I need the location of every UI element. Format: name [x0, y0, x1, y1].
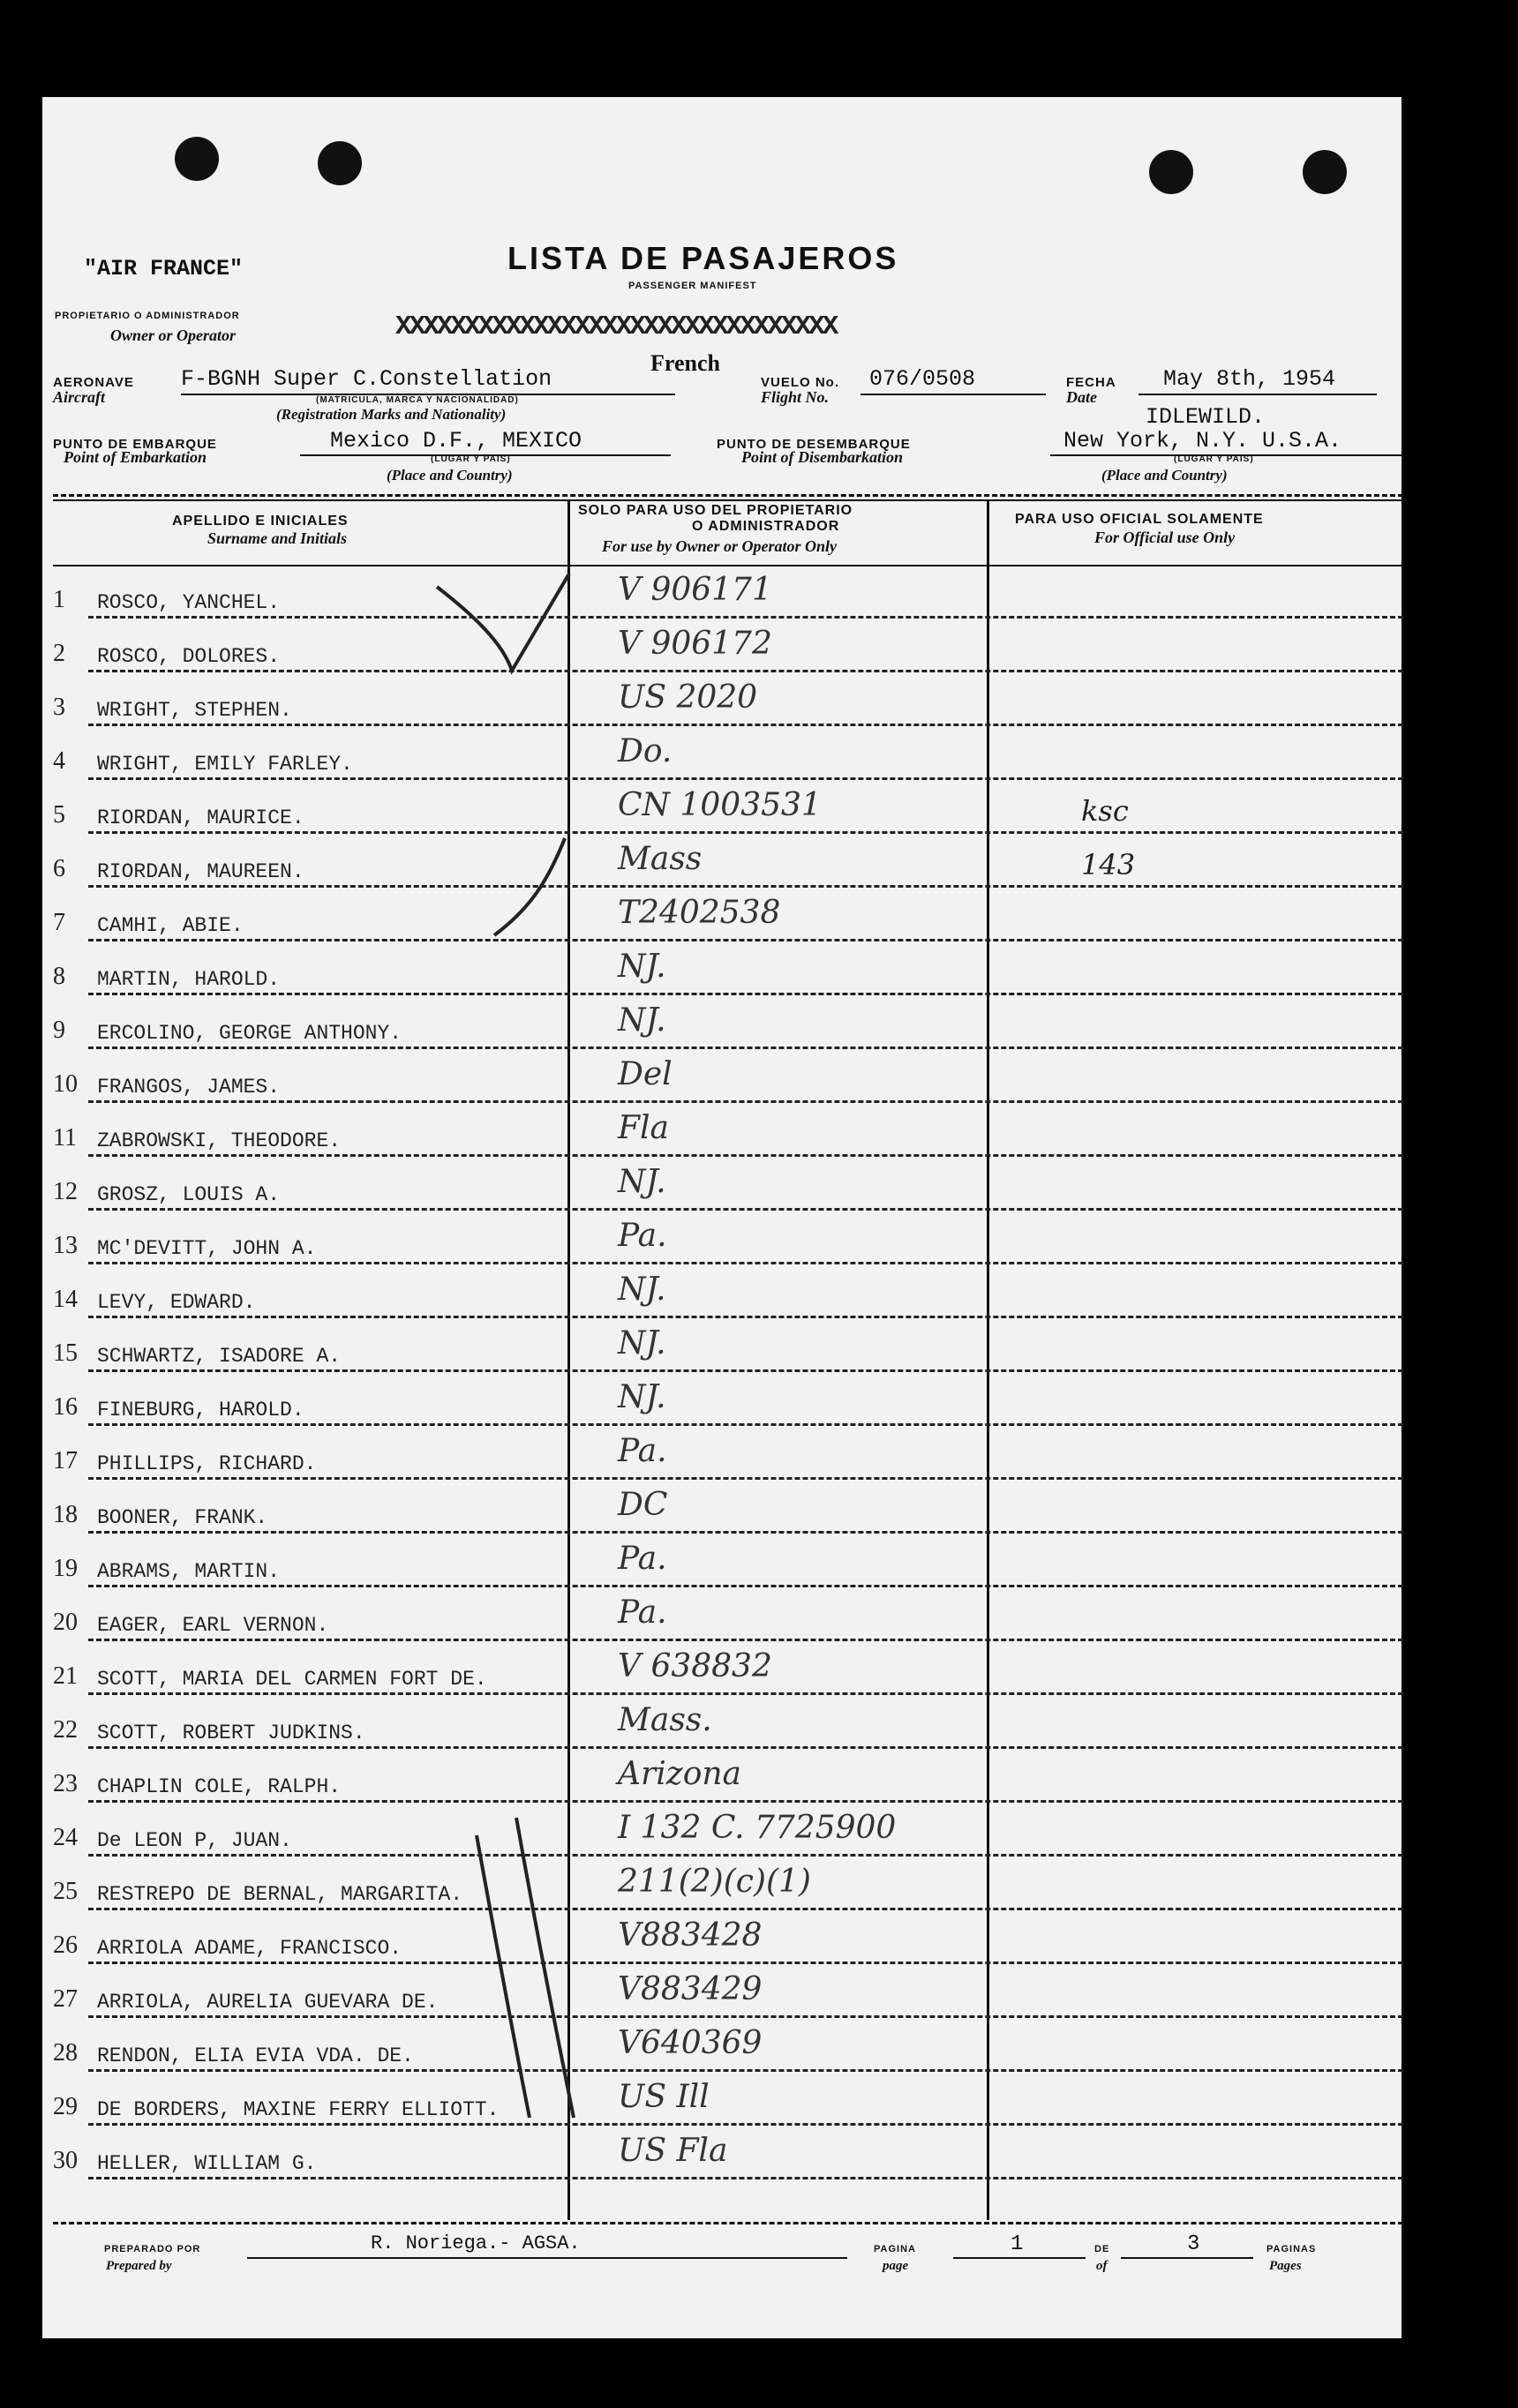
disembark-airport: IDLEWILD.: [1146, 404, 1266, 430]
row-number: 12: [53, 1178, 78, 1205]
prepared-label: PREPARADO POR: [104, 2244, 201, 2254]
row-number: 4: [53, 747, 65, 775]
owner-note: I 132 C. 7725900: [618, 1810, 897, 1846]
airline-name: "AIR FRANCE": [84, 256, 244, 281]
row-number: 26: [53, 1932, 78, 1959]
passenger-name: SCOTT, MARIA DEL CARMEN FORT DE.: [97, 1668, 487, 1691]
passenger-name: RESTREPO DE BERNAL, MARGARITA.: [97, 1883, 463, 1906]
embark-label-en: Point of Embarkation: [64, 448, 207, 466]
col2-header-a: SOLO PARA USO DEL PROPIETARIO: [578, 503, 853, 518]
row-number: 18: [53, 1501, 78, 1528]
owner-note: Pa.: [618, 1433, 667, 1469]
passenger-name: FRANGOS, JAMES.: [97, 1076, 281, 1099]
owner-note: Pa.: [618, 1594, 667, 1631]
passenger-name: MC'DEVITT, JOHN A.: [97, 1237, 317, 1260]
check-stroke: [494, 838, 565, 935]
passenger-name: HELLER, WILLIAM G.: [97, 2152, 317, 2175]
col3-header-en: For Official use Only: [1094, 529, 1236, 546]
owner-note: CN 1003531: [618, 787, 822, 823]
check-stroke: [437, 574, 569, 671]
disembark-value: New York, N.Y. U.S.A.: [1063, 428, 1342, 454]
row-number: 27: [53, 1985, 78, 2013]
owner-note: DC: [618, 1487, 668, 1523]
passenger-name: CAMHI, ABIE.: [97, 914, 244, 937]
col1-header: APELLIDO E INICIALES: [172, 514, 349, 529]
passenger-name: ROSCO, YANCHEL.: [97, 591, 281, 614]
col2-header-en: For use by Owner or Operator Only: [602, 537, 838, 555]
owner-note: V640369: [618, 2025, 763, 2061]
nationality: French: [650, 350, 720, 376]
row-number: 30: [53, 2147, 78, 2174]
owner-note: Del: [618, 1056, 673, 1092]
owner-note: NJ.: [618, 1325, 666, 1362]
embark-note: (LUGAR Y PAIS): [431, 454, 511, 464]
row-number: 3: [53, 694, 65, 721]
row-number: 9: [53, 1016, 65, 1044]
row-number: 25: [53, 1878, 78, 1905]
passenger-name: WRIGHT, EMILY FARLEY.: [97, 753, 353, 776]
of-label: DE: [1094, 2244, 1110, 2254]
page-label-en: page: [883, 2259, 909, 2273]
passenger-name: MARTIN, HAROLD.: [97, 968, 281, 991]
date-label: FECHA: [1066, 375, 1116, 390]
passenger-name: BOONER, FRANK.: [97, 1506, 268, 1529]
official-note: 143: [1081, 848, 1136, 881]
page-title: LISTA DE PASAJEROS: [507, 240, 899, 276]
row-number: 8: [53, 963, 65, 990]
check-stroke: [477, 1835, 530, 2118]
passenger-name: ABRAMS, MARTIN.: [97, 1560, 281, 1583]
row-number: 6: [53, 855, 65, 882]
disembark-note: (LUGAR Y PAIS): [1174, 454, 1254, 464]
row-number: 2: [53, 640, 65, 667]
owner-note: NJ.: [618, 1272, 666, 1308]
official-note: ksc: [1081, 794, 1129, 828]
embark-label: PUNTO DE EMBARQUE: [53, 437, 217, 452]
row-number: 23: [53, 1770, 78, 1797]
row-number: 21: [53, 1662, 78, 1690]
prepared-value: R. Noriega.- AGSA.: [371, 2232, 581, 2254]
row-number: 14: [53, 1286, 78, 1313]
owner-note: Mass: [618, 841, 703, 877]
passenger-name: GROSZ, LOUIS A.: [97, 1183, 281, 1206]
passenger-name: ZABROWSKI, THEODORE.: [97, 1129, 342, 1152]
page-value: 1: [1011, 2232, 1024, 2256]
owner-note: NJ.: [618, 1379, 666, 1415]
disembark-label-en: Point of Disembarkation: [741, 448, 904, 466]
owner-note: Pa.: [618, 1541, 667, 1577]
owner-label-en: Owner or Operator: [110, 326, 237, 344]
row-number: 24: [53, 1824, 78, 1851]
row-number: 28: [53, 2039, 78, 2067]
page-subtitle: PASSENGER MANIFEST: [628, 281, 757, 291]
aircraft-value: F-BGNH Super C.Constellation: [181, 366, 552, 392]
row-number: 17: [53, 1447, 78, 1474]
disembark-label: PUNTO DE DESEMBARQUE: [717, 437, 911, 452]
passenger-name: SCHWARTZ, ISADORE A.: [97, 1345, 342, 1368]
col1-header-en: Surname and Initials: [207, 529, 348, 547]
owner-note: T2402538: [618, 895, 781, 931]
passenger-name: FINEBURG, HAROLD.: [97, 1399, 304, 1422]
pages-label: PAGINAS: [1266, 2244, 1317, 2254]
passenger-name: PHILLIPS, RICHARD.: [97, 1452, 317, 1475]
row-number: 7: [53, 909, 65, 936]
disembark-note-en: (Place and Country): [1101, 467, 1228, 484]
flight-label: VUELO No.: [761, 375, 840, 390]
owner-value: XXXXXXXXXXXXXXXXXXXXXXXXXXXXXXXX: [395, 311, 837, 342]
pages-value: 3: [1187, 2232, 1200, 2256]
aircraft-label-en: Aircraft: [53, 388, 106, 406]
passenger-name: ARRIOLA ADAME, FRANCISCO.: [97, 1937, 402, 1960]
owner-note: V 638832: [618, 1648, 772, 1684]
col3-header: PARA USO OFICIAL SOLAMENTE: [1015, 512, 1264, 527]
prepared-label-en: Prepared by: [106, 2259, 172, 2273]
row-number: 11: [53, 1124, 77, 1151]
aircraft-label: AERONAVE: [53, 375, 134, 390]
row-number: 19: [53, 1555, 78, 1582]
check-stroke: [516, 1818, 574, 2118]
row-number: 22: [53, 1716, 78, 1744]
passenger-name: CHAPLIN COLE, RALPH.: [97, 1775, 342, 1798]
passenger-name: ROSCO, DOLORES.: [97, 645, 281, 668]
passenger-name: LEVY, EDWARD.: [97, 1291, 256, 1314]
aircraft-note-en: (Registration Marks and Nationality): [276, 406, 507, 423]
owner-note: US Ill: [618, 2079, 710, 2115]
owner-note: Do.: [618, 733, 673, 769]
owner-label: PROPIETARIO O ADMINISTRADOR: [55, 311, 240, 321]
col2-header-b: O ADMINISTRADOR: [692, 519, 840, 534]
owner-note: V883429: [618, 1971, 763, 2007]
owner-note: Fla: [618, 1110, 669, 1146]
owner-note: Arizona: [618, 1756, 742, 1792]
owner-note: Pa.: [618, 1218, 667, 1254]
passenger-name: SCOTT, ROBERT JUDKINS.: [97, 1722, 365, 1744]
row-number: 16: [53, 1393, 78, 1421]
passenger-name: EAGER, EARL VERNON.: [97, 1614, 329, 1637]
row-number: 29: [53, 2093, 78, 2120]
page-label: PAGINA: [874, 2244, 916, 2254]
owner-note: V 906172: [618, 626, 772, 662]
owner-note: NJ.: [618, 949, 666, 985]
flight-value: 076/0508: [869, 366, 976, 392]
row-number: 10: [53, 1070, 78, 1098]
owner-note: Mass.: [618, 1702, 712, 1738]
passenger-name: ARRIOLA, AURELIA GUEVARA DE.: [97, 1991, 439, 2014]
embark-value: Mexico D.F., MEXICO: [330, 428, 582, 454]
row-number: 13: [53, 1232, 78, 1259]
passenger-name: ERCOLINO, GEORGE ANTHONY.: [97, 1022, 402, 1045]
owner-note: NJ.: [618, 1002, 666, 1039]
passenger-name: RIORDAN, MAURICE.: [97, 806, 304, 829]
row-number: 5: [53, 801, 65, 829]
passenger-name: WRIGHT, STEPHEN.: [97, 699, 292, 722]
passenger-name: DE BORDERS, MAXINE FERRY ELLIOTT.: [97, 2098, 500, 2121]
row-number: 15: [53, 1339, 78, 1367]
owner-note: 211(2)(c)(1): [618, 1864, 811, 1900]
passenger-name: De LEON P, JUAN.: [97, 1829, 292, 1852]
owner-note: US 2020: [618, 679, 758, 716]
row-number: 20: [53, 1609, 78, 1636]
passenger-name: RIORDAN, MAUREEN.: [97, 860, 304, 883]
embark-note-en: (Place and Country): [387, 467, 513, 484]
passenger-name: RENDON, ELIA EVIA VDA. DE.: [97, 2044, 414, 2067]
date-label-en: Date: [1066, 388, 1097, 406]
aircraft-note: (MATRICULA, MARCA Y NACIONALIDAD): [316, 395, 519, 405]
row-number: 1: [53, 586, 65, 613]
owner-note: V 906171: [618, 572, 772, 608]
date-value: May 8th, 1954: [1163, 366, 1336, 392]
flight-label-en: Flight No.: [761, 388, 830, 406]
owner-note: US Fla: [618, 2133, 728, 2169]
pages-label-en: Pages: [1269, 2259, 1302, 2273]
owner-note: NJ.: [618, 1164, 666, 1200]
owner-note: V883428: [618, 1917, 763, 1954]
of-label-en: of: [1096, 2259, 1108, 2273]
